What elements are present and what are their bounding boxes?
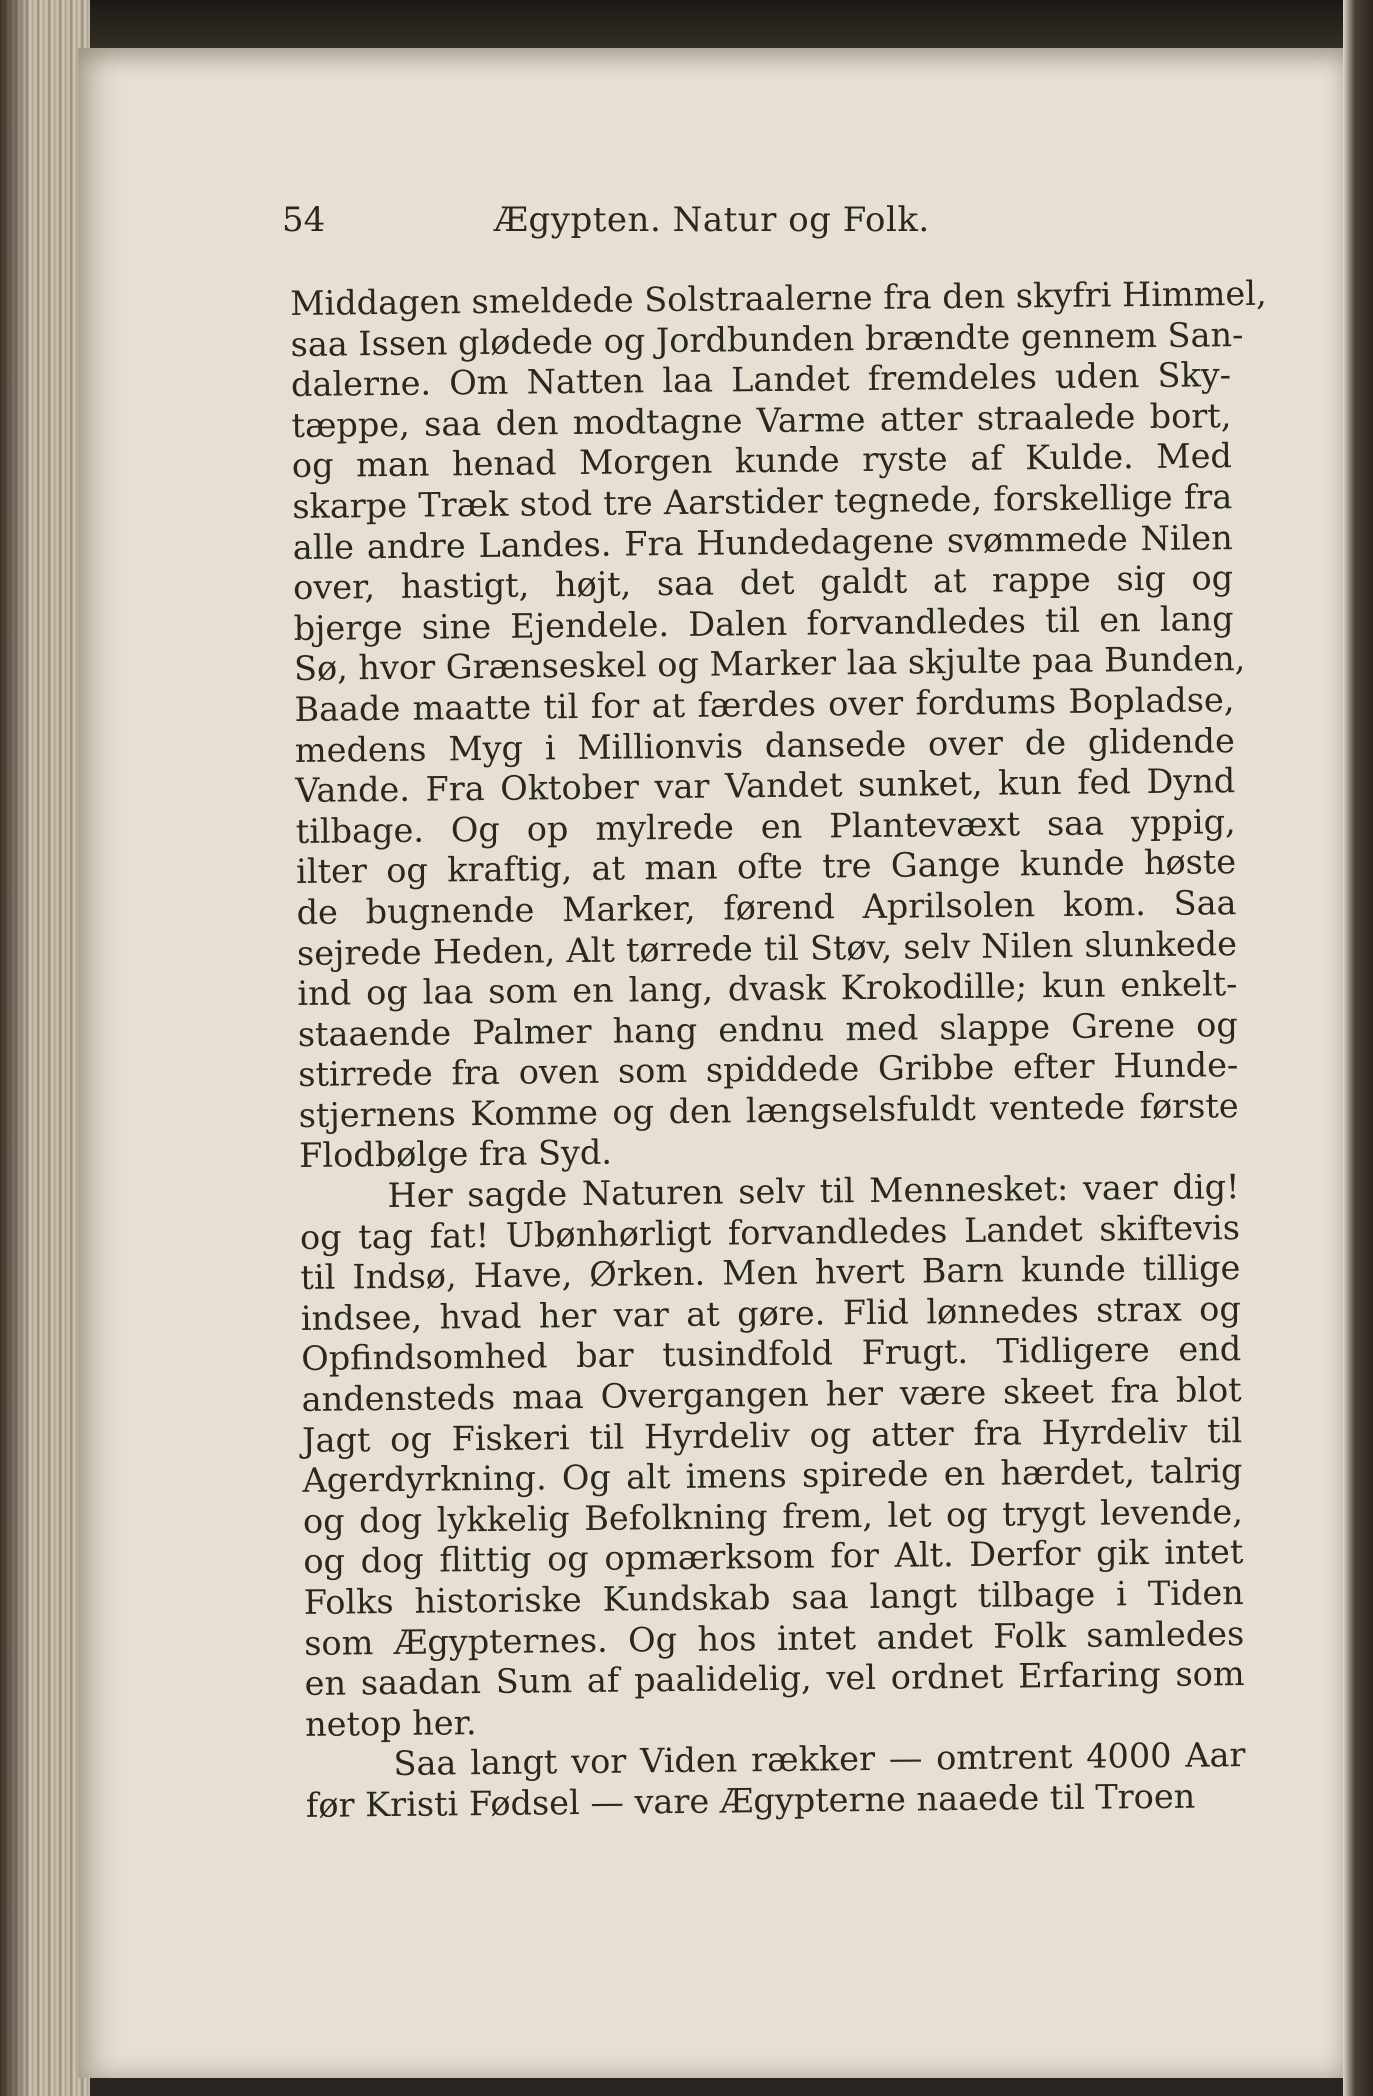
body-text	[290, 273, 1267, 1826]
text-line: før Kristi Fødsel — vare Ægypterne naaede til Troen	[305, 1776, 1196, 1825]
text-line: til Indsø, Have, Ørken. Men hvert Barn kunde tillige	[300, 1248, 1241, 1298]
text-line: og man henad Morgen kunde ryste af Kulde. Med	[291, 436, 1233, 486]
text-line: staaende Palmer hang endnu med slappe Grene og	[297, 1004, 1239, 1054]
text-line: Middagen smeldede Solstraalerne fra den skyfri Himmel,	[290, 273, 1267, 323]
text-line: over, hastigt, højt, saa det galdt at rappe sig og	[292, 558, 1234, 608]
text-line: sejrede Heden, Alt tørrede til Støv, selv Nilen slunkede	[296, 923, 1238, 973]
text-line: Flodbølge fra Syd.	[298, 1133, 613, 1176]
text-line: tilbage. Og op mylrede en Plantevæxt saa yppig,	[295, 801, 1236, 851]
text-line: saa Issen glødede og Jordbunden brændte gennem San-	[290, 314, 1244, 364]
text-line: netop her.	[304, 1702, 477, 1744]
text-line: Agerdyrkning. Og alt imens spirede en hærdet, talrig	[302, 1451, 1243, 1501]
text-line: Opfindsomhed bar tusindfold Frugt. Tidligere end	[301, 1329, 1242, 1379]
running-title: Ægypten. Natur og Folk.	[494, 200, 930, 240]
text-line: indsee, hvad her var at gøre. Flid lønnedes strax og	[300, 1288, 1241, 1338]
text-line: bjerge sine Ejendele. Dalen forvandledes til en lang	[293, 598, 1234, 648]
text-line: som Ægypternes. Og hos intet andet Folk samledes	[304, 1613, 1245, 1663]
text-line: og tag fat! Ubønhørligt forvandledes Landet skiftevis	[299, 1207, 1241, 1257]
page-header	[282, 200, 1232, 250]
text-line: Sø, hvor Grænseskel og Marker laa skjulte paa Bunden,	[293, 639, 1246, 689]
text-line: Saa langt vor Viden rækker — omtrent 4000 Aar	[393, 1735, 1246, 1784]
book-right-edge	[1343, 0, 1373, 2096]
text-line: en saadan Sum af paalidelig, vel ordnet Erfaring som	[304, 1654, 1245, 1704]
text-line: andensteds maa Overgangen her være skeet fra blot	[301, 1370, 1242, 1419]
binding-shadow	[0, 0, 30, 2096]
text-line: ind og laa som en lang, dvask Krokodille; kun enkelt-	[297, 964, 1238, 1014]
text-line: stjernens Komme og den længselsfuldt ventede første	[298, 1085, 1239, 1135]
text-line: alle andre Landes. Fra Hundedagene svømmede Nilen	[292, 517, 1233, 567]
text-line: og dog flittig og opmærksom for Alt. Derfor gik intet	[303, 1532, 1244, 1582]
text-line: Vande. Fra Oktober var Vandet sunket, kun fed Dynd	[295, 761, 1236, 811]
text-line: medens Myg i Millionvis dansede over de glidende	[294, 720, 1236, 770]
text-line: Folks historiske Kundskab saa langt tilbage i Tiden	[303, 1573, 1244, 1622]
text-line: stirrede fra oven som spiddede Gribbe efter Hunde-	[298, 1045, 1239, 1095]
text-line: de bugnende Marker, førend Aprilsolen kom. Saa	[296, 883, 1237, 932]
text-line: dalerne. Om Natten laa Landet fremdeles uden Sky-	[290, 355, 1232, 405]
page-number: 54	[282, 200, 326, 240]
text-line: Jagt og Fiskeri til Hyrdeliv og atter fra Hyrdeliv til	[301, 1410, 1243, 1460]
text-line: tæppe, saa den modtagne Varme atter straalede bort,	[291, 395, 1232, 445]
text-line: Baade maatte til for at færdes over fordums Bopladse,	[294, 680, 1235, 729]
text-line: Her sagde Naturen selv til Mennesket: vaer dig!	[387, 1167, 1240, 1216]
text-line: ilter og kraftig, at man ofte tre Gange kunde høste	[295, 842, 1237, 892]
text-line: skarpe Træk stod tre Aarstider tegnede, forskellige fra	[292, 477, 1233, 526]
text-line: og dog lykkelig Befolkning frem, let og trygt levende,	[302, 1491, 1244, 1541]
